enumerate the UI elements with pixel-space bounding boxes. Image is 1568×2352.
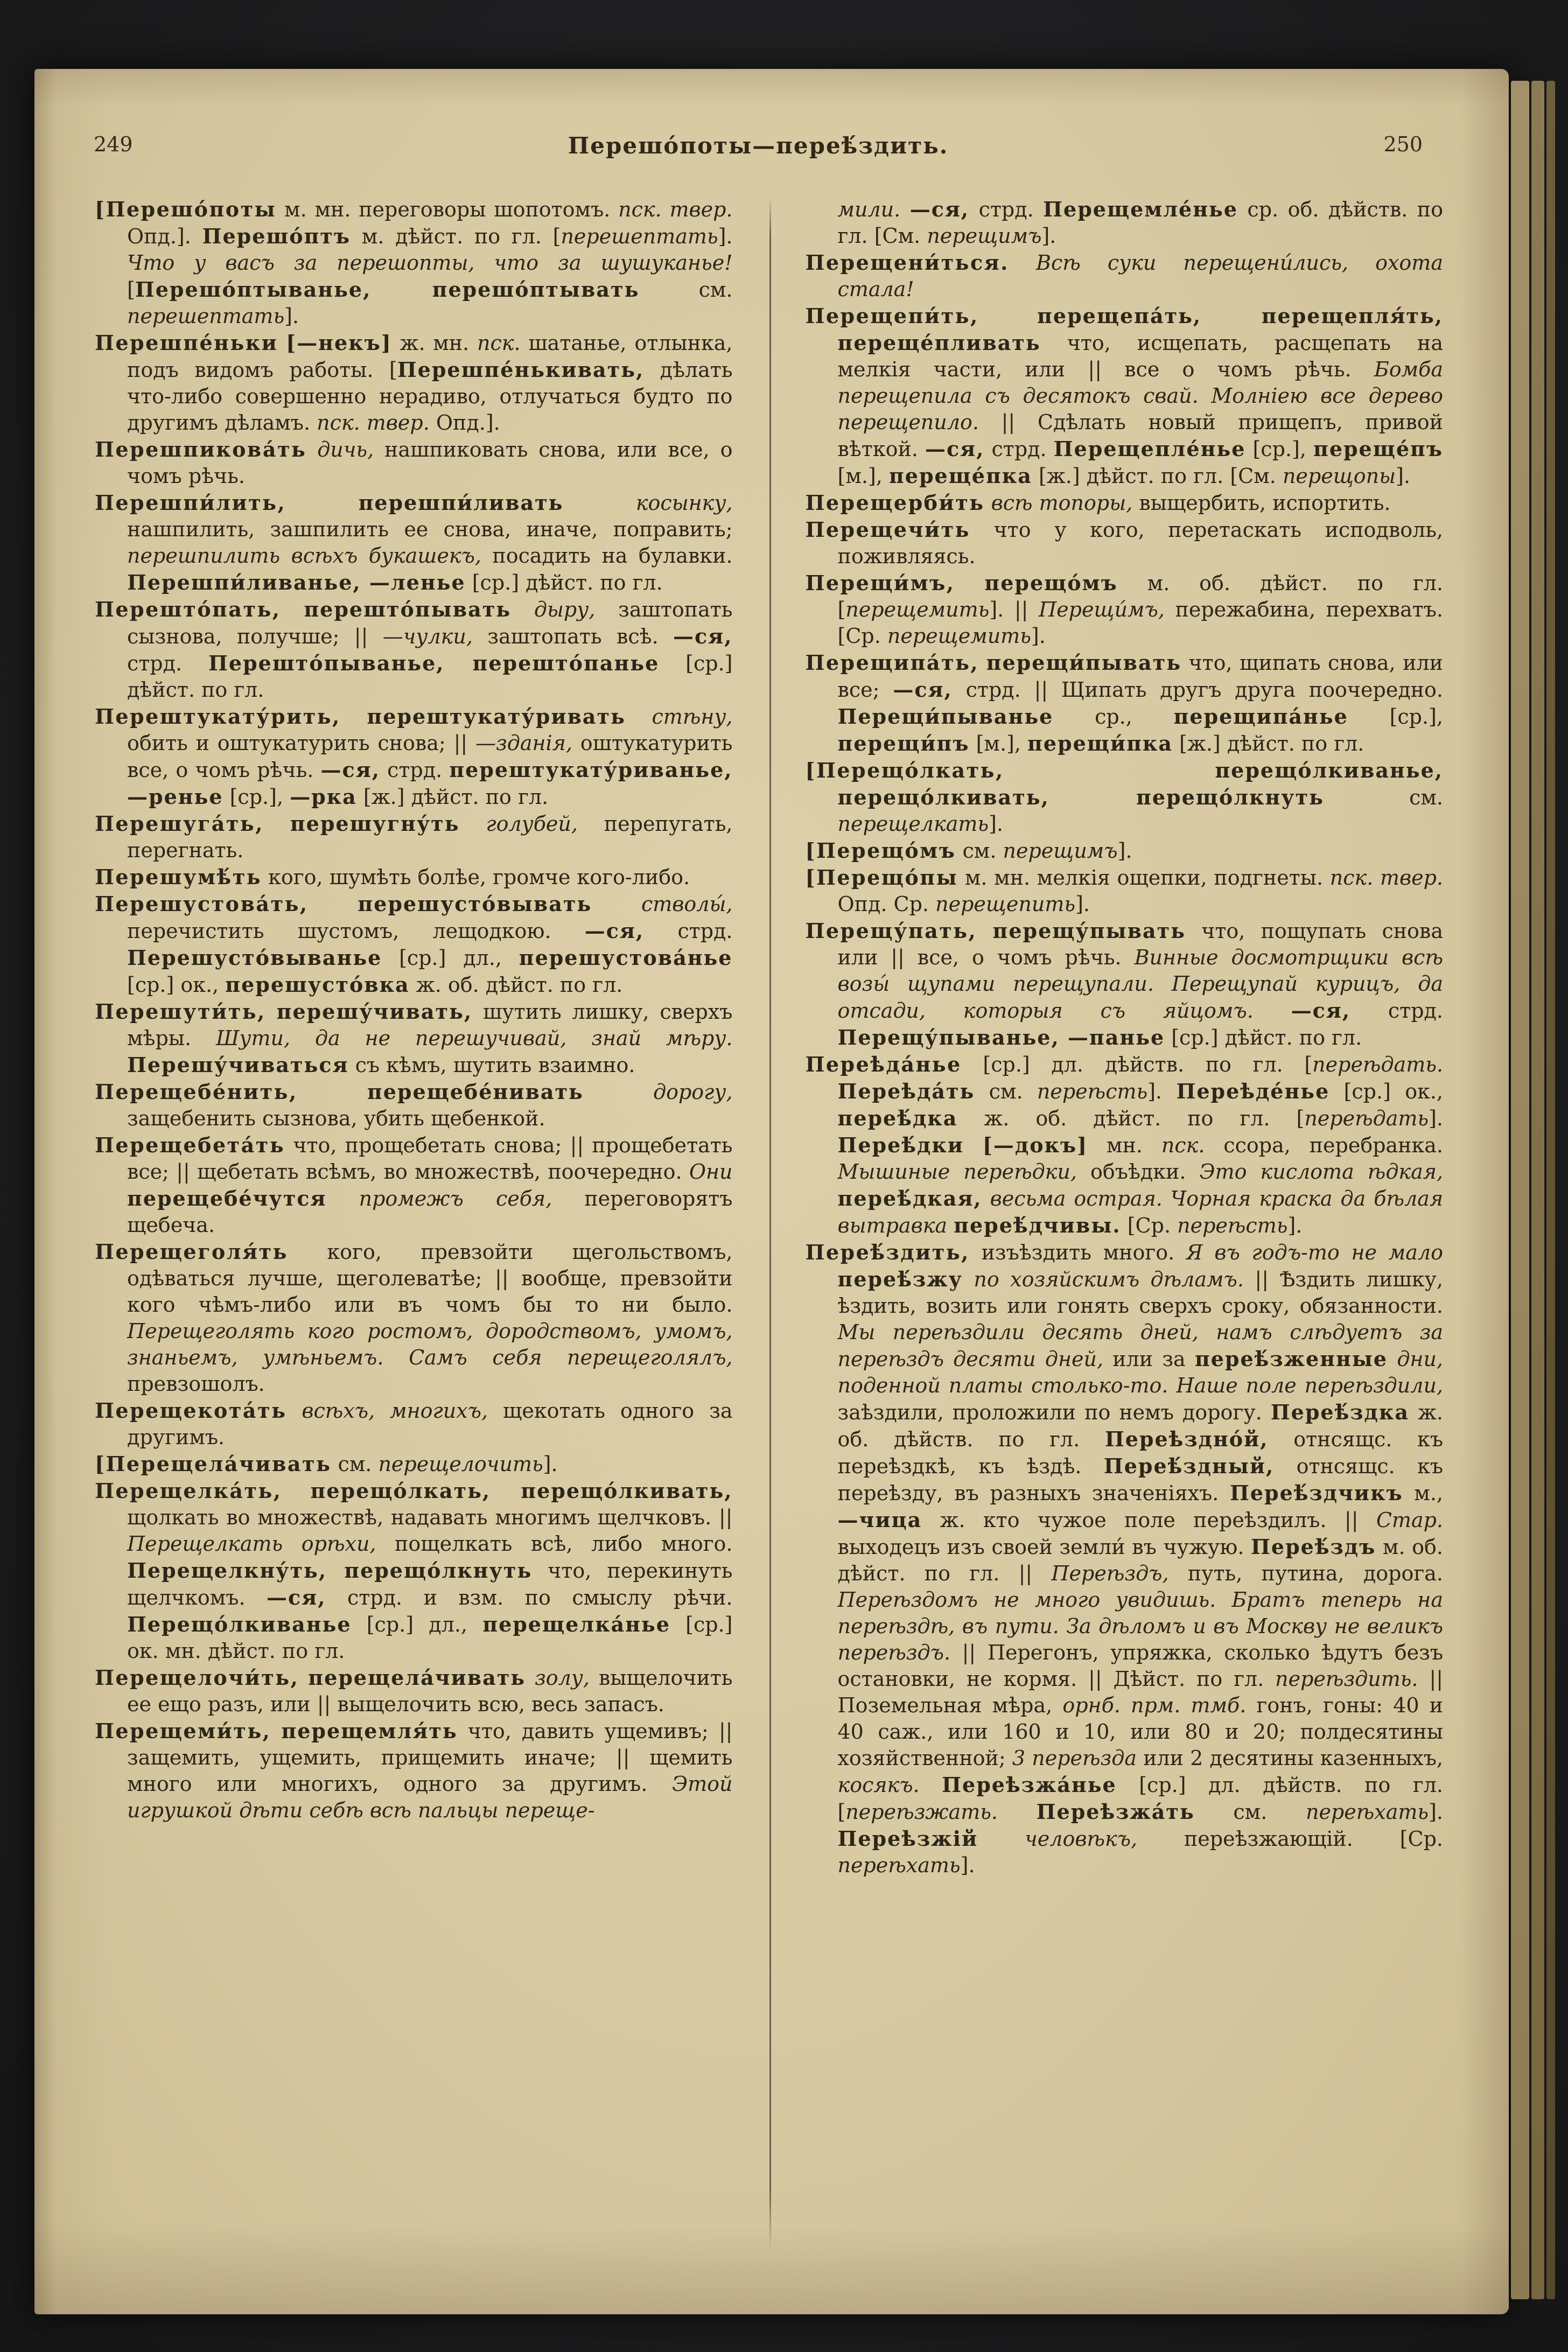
- running-title: Перешо́поты—переѣ́здить.: [568, 132, 949, 159]
- headword: Перешустова́ть,: [95, 892, 309, 916]
- headword: Перешути́ть,: [95, 999, 266, 1024]
- headword: [Перешо́поты: [95, 197, 277, 221]
- column-divider: [769, 196, 771, 2250]
- headword: Перещекота́ть: [95, 1398, 287, 1423]
- headword: [Перещела́чивать: [95, 1452, 332, 1476]
- headword: Переѣда́нье: [805, 1052, 962, 1076]
- dictionary-entry: Перещелочи́ть, перещела́чивать золу, выщелочить ее ещо разъ, или || выщелочить всю, весь запасъ.: [95, 1665, 733, 1716]
- headword: Перещеми́ть,: [95, 1719, 271, 1743]
- dictionary-entry: Перещебета́ть что, прощебетать снова; || прощебетать все; || щебетать всѣмъ, во множествѣ, поочередно. Они перещебе́чутся промежъ себя, переговорятъ щебеча.: [95, 1133, 733, 1237]
- headword: Перещерби́ть: [805, 491, 985, 515]
- dictionary-entry: [Перещо́мъ см. перещимъ].: [805, 838, 1132, 863]
- page-header: [94, 132, 1423, 170]
- headword: Перешпи́лить,: [95, 491, 286, 515]
- dictionary-entry: Перещи́мъ, перещо́мъ м. об. дѣйст. по гл. [перещемить]. || Перещи́мъ, пережабина, перехватъ. [Ср. перещемить].: [805, 571, 1443, 648]
- headword: Перешуга́ть,: [95, 811, 264, 836]
- dictionary-entry: Перешути́ть, перешу́чивать, шутить лишку, сверхъ мѣры. Шути, да не перешучивай, знай мѣру. Перешу́чиваться съ кѣмъ, шутить взаимно.: [95, 999, 733, 1077]
- headword: Перешумѣ́ть: [95, 865, 262, 889]
- dictionary-entry: Перещени́ться. Всѣ суки перещени́лись, охота стала!: [805, 250, 1443, 301]
- headword: Перещечи́ть: [805, 517, 970, 542]
- headword: Перещипа́ть,: [805, 650, 979, 675]
- dictionary-entry: [Перещела́чивать см. перещелочить].: [95, 1452, 558, 1476]
- page-number-right: 250: [1383, 132, 1423, 156]
- headword: Переѣ́здить,: [805, 1240, 970, 1264]
- dictionary-entry: Перешустова́ть, перешусто́вывать стволы́, перечистить шустомъ, лещодкою. —ся, стрд. Перешусто́выванье [ср.] дл., перешустова́нье [ср.] ок., перешусто́вка ж. об. дѣйст. по гл.: [95, 892, 733, 997]
- headword: Перещебета́ть: [95, 1133, 285, 1157]
- dictionary-entry: Перещелка́ть, перещо́лкать, перещо́лкивать, щолкать во множествѣ, надавать многимъ щелчковъ. || Перещелкать орѣхи, пощелкать всѣ, либо много. Перещелкну́ть, перещо́лкнуть что, перекинуть щелчкомъ. —ся, стрд. и взм. по смыслу рѣчи. Перещо́лкиванье [ср.] дл., перещелка́нье [ср.] ок. мн. дѣйст. по гл.: [95, 1479, 733, 1663]
- headword: [Перещо́лкать,: [805, 758, 1004, 782]
- headword: Перещи́мъ,: [805, 571, 955, 595]
- dictionary-entry: Перешумѣ́ть кого, шумѣть болѣе, громче кого-либо.: [95, 865, 690, 889]
- dictionary-entry: [Перешо́поты м. мн. переговоры шопотомъ. пск. твер. Опд.]. Перешо́птъ м. дѣйст. по гл. [перешептать]. Что у васъ за перешопты, что за шушуканье! [Перешо́птыванье, перешо́птывать см. перешептать].: [95, 197, 733, 328]
- dictionary-page: [34, 69, 1509, 2314]
- dictionary-entry: [Перещо́лкать, перещо́лкиванье, перещо́лкивать, перещо́лкнуть см. перещелкать].: [805, 758, 1443, 836]
- column-left: [95, 196, 733, 2250]
- dictionary-entry: Перешпи́лить, перешпи́ливать косынку, нашпилить, зашпилить ее снова, иначе, поправить; перешпилить всѣхъ букашекъ, посадить на булавки. Перешпи́ливанье, —ленье [ср.] дѣйст. по гл.: [95, 491, 733, 594]
- column-right: [806, 196, 1444, 2250]
- page-stack-edges: [1511, 81, 1558, 2299]
- headword: Перешпикова́ть: [95, 437, 307, 461]
- dictionary-entry: Перешуга́ть, перешугну́ть голубей, перепугать, перегнать.: [95, 811, 733, 862]
- headword: Перешпе́ньки: [95, 331, 278, 355]
- dictionary-entry: Переѣда́нье [ср.] дл. дѣйств. по гл. [переѣдать. Переѣда́ть см. переѣсть]. Переѣде́нье [ср.] ок., переѣ́дка ж. об. дѣйст. по гл. [переѣдать]. Переѣ́дки [—докъ] мн. пск. ссора, перебранка. Мышиные переѣдки, объѣдки. Это кислота ѣдкая, переѣ́дкая, весьма острая. Чорная краска да бѣлая вытравка переѣ́дчивы. [Ср. переѣсть].: [805, 1052, 1443, 1237]
- dictionary-entry: Перещепи́ть, перещепа́ть, перещепля́ть, переще́пливать что, исщепать, расщепать на мелкія части, или || все о чомъ рѣчь. Бомба перещепила съ десятокъ свай. Молніею все дерево перещепило. || Сдѣлать новый прищепъ, привой вѣткой. —ся, стрд. Перещепле́нье [ср.], переще́пъ [м.], переще́пка [ж.] дѣйст. по гл. [См. перещопы].: [805, 304, 1443, 488]
- dictionary-entry: Перещеголя́ть кого, превзойти щегольствомъ, одѣваться лучше, щеголеватѣе; || вообще, превзойти кого чѣмъ-либо или въ чомъ бы то ни было. Перещеголять кого ростомъ, дородствомъ, умомъ, знаньемъ, умѣньемъ. Самъ себя перещеголялъ, превзошолъ.: [95, 1240, 733, 1396]
- headword: Перещепи́ть,: [805, 304, 979, 328]
- dictionary-entry: Перещерби́ть всѣ топоры, выщербить, испортить.: [805, 491, 1391, 515]
- dictionary-entry: Перещечи́ть что у кого, перетаскать исподволь, поживляясь.: [805, 517, 1443, 568]
- page-number-left: 249: [94, 132, 133, 156]
- dictionary-entry: [Перещо́пы м. мн. мелкія ощепки, подгнеты. пск. твер. Опд. Ср. перещепить].: [805, 865, 1443, 916]
- headword: Перещелочи́ть,: [95, 1665, 299, 1690]
- text-area: [95, 196, 1443, 2250]
- dictionary-entry: Переѣ́здить, изъѣздить много. Я въ годъ-то не мало переѣ́зжу по хозяйскимъ дѣламъ. || Ѣздить лишку, ѣздить, возить или гонять сверхъ сроку, обязанности. Мы переѣздили десять дней, намъ слѣдуетъ за переѣздъ десяти дней, или за переѣ́зженные дни, поденной платы столько-то. Наше поле переѣздили, заѣздили, проложили по немъ дорогу. Переѣ́здка ж. об. дѣйств. по гл. Переѣздно́й, отнсящс. къ переѣздкѣ, къ ѣздѣ. Переѣ́здный, отнсящс. къ переѣзду, въ разныхъ значеніяхъ. Переѣ́здчикъ м., —чица ж. кто чужое поле переѣздилъ. || Стар. выходецъ изъ своей земли́ въ чужую. Переѣ́здъ м. об. дѣйст. по гл. || Переѣздъ, путь, путина, дорога. Переѣздомъ не много увидишь. Братъ теперь на переѣздѣ, въ пути. За дѣломъ и въ Москву не великъ переѣздъ. || Перегонъ, упряжка, сколько ѣдутъ безъ остановки, не кормя. || Дѣйст. по гл. переѣздить. || Поземельная мѣра, орнб. прм. тмб. гонъ, гоны: 40 и 40 саж., или 160 и 10, или 80 и 20; полдесятины хозяйственной; 3 переѣзда или 2 десятины казенныхъ, косякъ. Переѣзжа́нье [ср.] дл. дѣйств. по гл. [переѣзжать. Переѣзжа́ть см. переѣхать]. Переѣзжій человѣкъ, переѣзжающій. [Ср. переѣхать].: [805, 1240, 1443, 1877]
- dictionary-entry: Перещебе́нить, перещебе́нивать дорогу, защебенить сызнова, убить щебенкой.: [95, 1080, 733, 1130]
- dictionary-entry: Перештукату́рить, перештукату́ривать стѣну, обить и оштукатурить снова; || —зданія, оштукатурить все, о чомъ рѣчь. —ся, стрд. перештукату́риванье, —ренье [ср.], —рка [ж.] дѣйст. по гл.: [95, 704, 733, 809]
- dictionary-entry: Перещипа́ть, перещи́пывать что, щипать снова, или все; —ся, стрд. || Щипать другъ друга поочередно. Перещи́пыванье ср., перещипа́нье [ср.], перещи́пъ [м.], перещи́пка [ж.] дѣйст. по гл.: [805, 650, 1443, 755]
- dictionary-entry: Перешто́пать, перешто́пывать дыру, заштопать сызнова, получше; || —чулки, заштопать всѣ. —ся, стрд. Перешто́пыванье, перешто́панье [ср.] дѣйст. по гл.: [95, 597, 733, 702]
- headword: Перештукату́рить,: [95, 704, 341, 729]
- headword: Перешто́пать,: [95, 597, 281, 621]
- dictionary-entry: Перешпикова́ть дичь, нашпиковать снова, или все, о чомъ рѣчь.: [95, 437, 733, 488]
- dictionary-entry: Перещекота́ть всѣхъ, многихъ, щекотать одного за другимъ.: [95, 1398, 733, 1449]
- headword: Перещелка́ть,: [95, 1479, 282, 1503]
- dictionary-entry: Перешпе́ньки [—некъ] ж. мн. пск. шатанье, отлынка, подъ видомъ работы. [Перешпе́нькивать, дѣлать что-либо совершенно нерадиво, отлучаться будто по другимъ дѣламъ. пск. твер. Опд.].: [95, 331, 733, 435]
- headword: Перещу́пать,: [805, 919, 977, 943]
- dictionary-entry: Перещу́пать, перещу́пывать что, пощупать снова или || все, о чомъ рѣчь. Винные досмотрщики всѣ возы́ щупами перещупали. Перещупай курицъ, да отсади, которыя съ яйцомъ. —ся, стрд. Перещу́пыванье, —панье [ср.] дѣйст. по гл.: [805, 919, 1443, 1049]
- headword: Перещебе́нить,: [95, 1080, 298, 1104]
- headword: Перещени́ться.: [805, 250, 1009, 275]
- headword: [Перещо́пы: [805, 865, 958, 890]
- headword: [Перещо́мъ: [805, 838, 956, 863]
- dictionary-entry: Перещеми́ть, перещемля́ть что, давить ущемивъ; || защемить, ущемить, прищемить иначе; || щемить много или многихъ, одного за другимъ. Этой игрушкой дѣти себѣ всѣ пальцы переще-: [95, 1719, 733, 1822]
- dictionary-entry: мили. —ся, стрд. Перещемле́нье ср. об. дѣйств. по гл. [См. перещимъ].: [837, 197, 1443, 248]
- headword: Перещеголя́ть: [95, 1240, 288, 1264]
